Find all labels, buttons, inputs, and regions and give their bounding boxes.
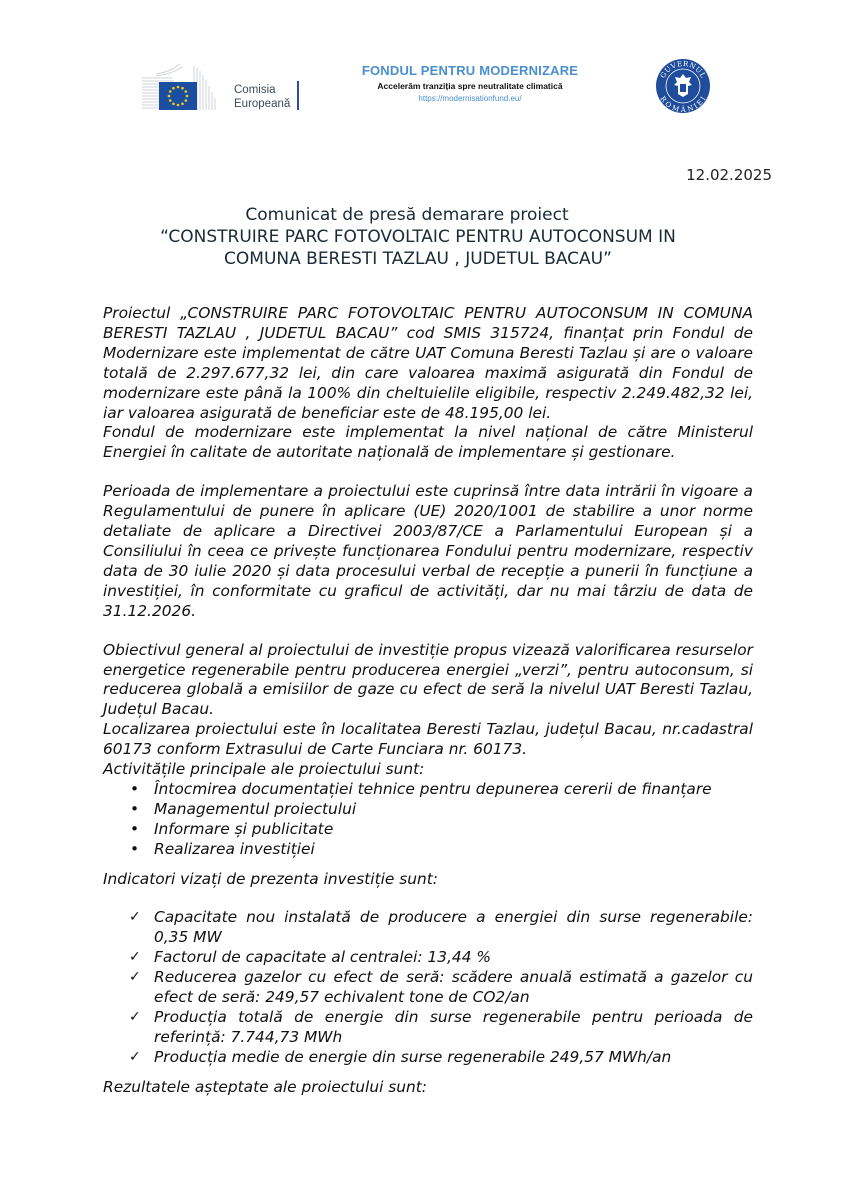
list-item [103,968,753,1008]
bullet-icon: • [130,819,140,838]
european-commission-logo [142,64,302,110]
checkmark-icon: ✓ [129,969,141,986]
title-line-3: COMUNA BERESTI TAZLAU , JUDETUL BACAU” [224,249,612,269]
paragraph-implementation-authority: Fondul de modernizare este implementat la nivel național de către Ministerul Energiei în calitate de autoritate națională de implementare și gestionare. [103,423,753,462]
list-item [103,1048,753,1068]
list-item-text: Managementul proiectului [154,799,357,818]
document-header [0,50,852,130]
page-title [0,204,852,270]
title-line-2: “CONSTRUIRE PARC FOTOVOLTAIC PENTRU AUTOCONSUM IN [160,227,676,247]
ec-logo-line1: Comisia [234,84,276,96]
list-item [103,1008,753,1048]
svg-text:GUVERNUL: GUVERNUL [658,59,708,80]
list-item-text: Factorul de capacitate al centralei: 13,44 % [154,948,492,967]
list-item [103,908,753,948]
list-item [103,780,753,800]
bullet-icon: • [130,839,140,858]
checkmark-icon: ✓ [129,1048,141,1065]
list-item-text: Realizarea investiției [154,839,315,858]
fund-url-link[interactable]: https://modernisationfund.eu/ [418,94,522,103]
activities-list [103,780,753,860]
indicators-list [103,908,753,1067]
title-line-1: Comunicat de presă demarare proiect [245,205,569,225]
fund-title: FONDUL PENTRU MODERNIZARE [361,63,579,78]
eu-flag-icon [159,82,197,110]
document-date: 12.02.2025 [686,166,772,184]
paragraph-general-objective: Obiectivul general al proiectului de investiție propus vizează valorificarea resurselor energetice regenerabile pentru producerea energiei „verzi”, pentru autoconsum, si reducerea globală a emisiilor de gaze cu efect de seră la nivelul UAT Beresti Tazlau, Județul Bacau. [103,640,753,719]
list-item [103,948,753,968]
results-intro: Rezultatele așteptate ale proiectului sunt: [103,1077,427,1096]
checkmark-icon: ✓ [129,949,141,966]
list-item-text: Informare și publicitate [154,819,334,838]
list-item [103,800,753,820]
modernisation-fund-logo [340,63,600,103]
checkmark-icon: ✓ [129,909,141,926]
list-item-text: Producția medie de energie din surse regenerabile 249,57 MWh/an [154,1047,672,1066]
ec-logo-line2: Europeană [234,98,291,110]
document-body [103,304,753,1098]
romanian-government-seal-icon [655,58,711,114]
ec-logo-text [234,83,290,111]
checkmark-icon: ✓ [129,1009,141,1025]
svg-text:ROMÂNIEI: ROMÂNIEI [658,94,708,114]
paragraph-implementation-period: Perioada de implementare a proiectului este cuprinsă între data intrării în vigoare a Regulamentului de punere în aplicare (UE) 2020/1001 de stabilire a unor norme detaliate de aplicare a Directivei 2003/87/CE a Parlamentului European și a Consiliului în ceea ce privește funcționarea Fondului pentru modernizare, respectiv data de 30 iulie 2020 și data procesului verbal de recepție a punerii în funcțiune a investiției, în conformitate cu graficul de activități, dar nu mai târziu de data de 31.12.2026. [103,482,753,620]
paragraph-location: Localizarea proiectului este în localitatea Beresti Tazlau, județul Bacau, nr.cadastral 60173 conform Extrasului de Carte Funciara nr. 60173. [103,720,753,759]
paragraph-project-financing: Proiectul „CONSTRUIRE PARC FOTOVOLTAIC PENTRU AUTOCONSUM IN COMUNA BERESTI TAZLAU , JUDETUL BACAU” cod SMIS 315724, finanțat prin Fondul de Modernizare este implementat de către UAT Comuna Beresti Tazlau și are o valoare totală de 2.297.677,32 lei, din care valoarea maximă asigurată din Fondul de modernizare este până la 100% din cheltuielile eligibile, respectiv 2.249.482,32 lei, iar valoarea asigurată de beneficiar este de 48.195,00 lei. [103,304,753,422]
list-item [103,820,753,840]
bullet-icon: • [130,779,140,798]
list-item-text: Reducerea gazelor cu efect de seră: scădere anuală estimată a gazelor cu efect de seră: 249,57 echivalent tone de CO2/an [154,968,753,1007]
list-item [103,840,753,860]
list-item-text: Producția totală de energie din surse regenerabile pentru perioada de referință: 7.744,73 MWh [154,1008,753,1046]
fund-tagline: Accelerăm tranziția spre neutralitate climatică [377,81,563,91]
ec-logo-divider [297,81,299,110]
list-item-text: Întocmirea documentației tehnice pentru depunerea cererii de finanțare [154,779,712,798]
list-item-text: Capacitate nou instalată de producere a energiei din surse regenerabile: 0,35 MW [154,908,753,947]
bullet-icon: • [130,799,140,818]
activities-intro: Activitățile principale ale proiectului sunt: [103,760,425,779]
indicators-intro: Indicatori vizați de prezenta investiție sunt: [103,869,438,888]
